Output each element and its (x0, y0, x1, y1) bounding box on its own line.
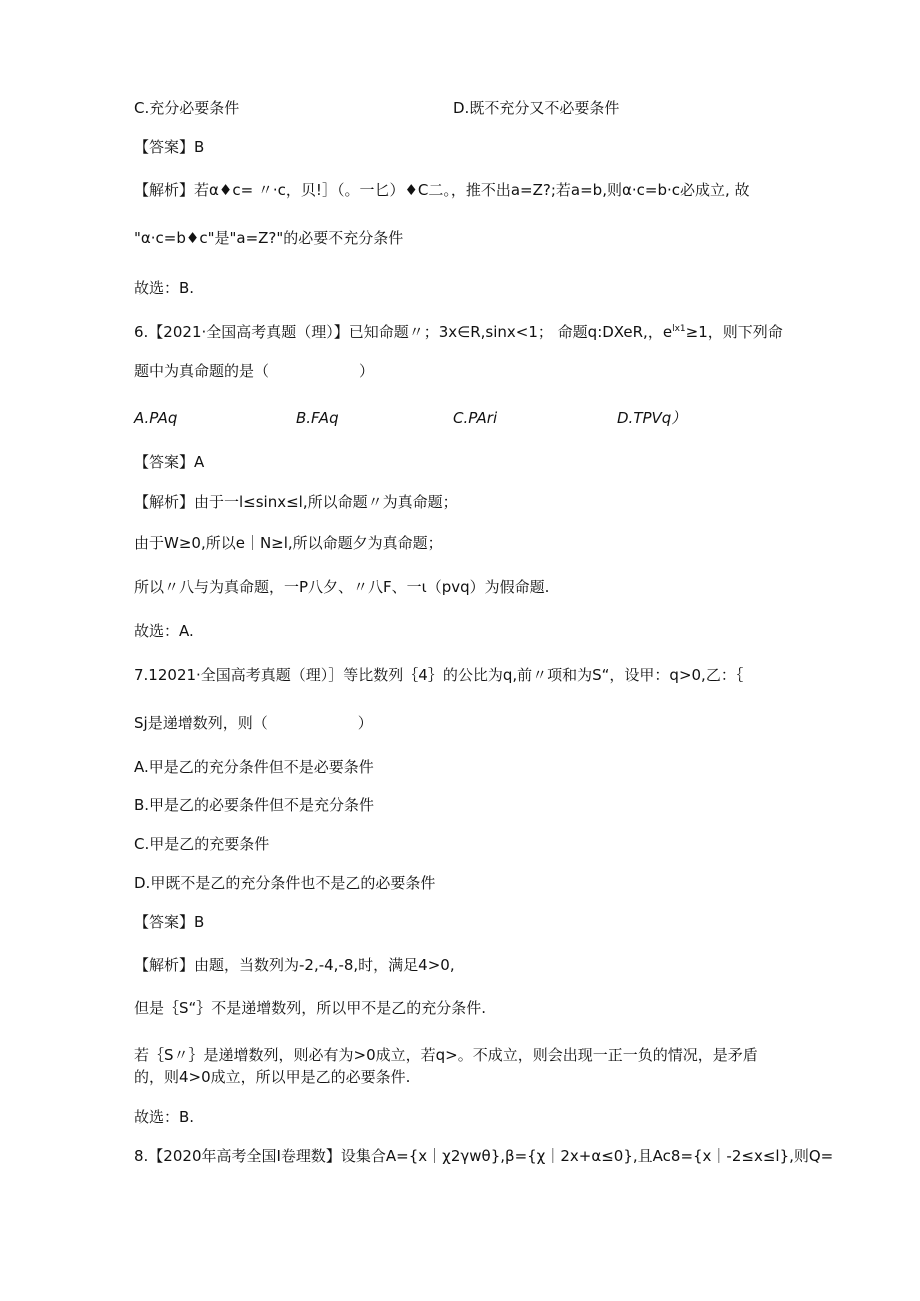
q5-option-d: D.既不充分又不必要条件 (453, 99, 620, 117)
q7-answer: 【答案】B (134, 913, 205, 931)
q6-answer: 【答案】A (134, 453, 205, 471)
q6-conclusion: 故选：A. (134, 622, 194, 640)
q6-analysis-line-3: 所以〃八与为真命题，一P八夕、〃八F、一ι（pvq）为假命题. (134, 578, 550, 596)
q6-stem-1a: 6.【2021·全国高考真题（理）】已知命题〃；3x∈R,sinx<1； 命题q:DXeR,，e (134, 323, 673, 341)
q7-option-c: C.甲是乙的充要条件 (134, 835, 270, 853)
q6-option-a: A.PAq (134, 409, 178, 427)
q7-conclusion: 故选：B. (134, 1108, 195, 1126)
q6-option-d: D.TPVq） (617, 409, 687, 427)
q5-answer: 【答案】B (134, 138, 205, 156)
q5-option-c: C.充分必要条件 (134, 99, 240, 117)
q6-option-c: C.PAri (453, 409, 498, 427)
q7-option-d: D.甲既不是乙的充分条件也不是乙的必要条件 (134, 874, 436, 892)
q7-analysis-line-3: 若｛S〃｝是递增数列，则必有为>0成立，若q>。不成立，则会出现一正一负的情况，是矛盾 (134, 1046, 758, 1064)
q7-stem-line-2: Sj是递增数列，则（ ） (134, 714, 373, 732)
q6-stem-line-1 (134, 319, 783, 342)
q5-analysis-line-2: "α·c=b♦c"是"a=Z?"的必要不充分条件 (134, 229, 404, 247)
q7-option-a: A.甲是乙的充分条件但不是必要条件 (134, 758, 374, 776)
q6-analysis-line-1: 【解析】由于一l≤sinx≤l,所以命题〃为真命题； (134, 493, 458, 511)
q8-stem-line-1: 8.【2020年高考全国I卷理数】设集合A={x｜χ2γwθ},β={χ｜2x+α≤0},且Ac8={x｜-2≤x≤l},则Q= (134, 1147, 834, 1165)
q7-stem-line-1: 7.12021·全国高考真题（理）］等比数列｛4｝的公比为q,前〃项和为S“，设甲：q>0,乙：｛ (134, 666, 744, 684)
q6-stem-superscript: lx1 (672, 324, 686, 334)
q6-option-b: B.FAq (296, 409, 339, 427)
q5-analysis-line-1: 【解析】若α♦c= 〃·c，贝!］（。一匕）♦C二。，推不出a=Z?;若a=b,则α·c=b·c必成立, 故 (134, 181, 750, 199)
q6-analysis-line-2: 由于W≥0,所以e｜N≥l,所以命题夕为真命题； (134, 534, 443, 552)
q7-option-b: B.甲是乙的必要条件但不是充分条件 (134, 796, 375, 814)
q7-analysis-line-1: 【解析】由题，当数列为-2,-4,-8,时，满足4>0, (134, 956, 455, 974)
q6-stem-line-2: 题中为真命题的是（ ） (134, 362, 375, 380)
q5-conclusion: 故选：B. (134, 279, 195, 297)
q6-stem-1b: ≥1，则下列命 (685, 323, 783, 341)
q7-analysis-line-4: 的，则4>0成立，所以甲是乙的必要条件. (134, 1068, 411, 1086)
q7-analysis-line-2: 但是｛S“｝不是递增数列，所以甲不是乙的充分条件. (134, 999, 487, 1017)
